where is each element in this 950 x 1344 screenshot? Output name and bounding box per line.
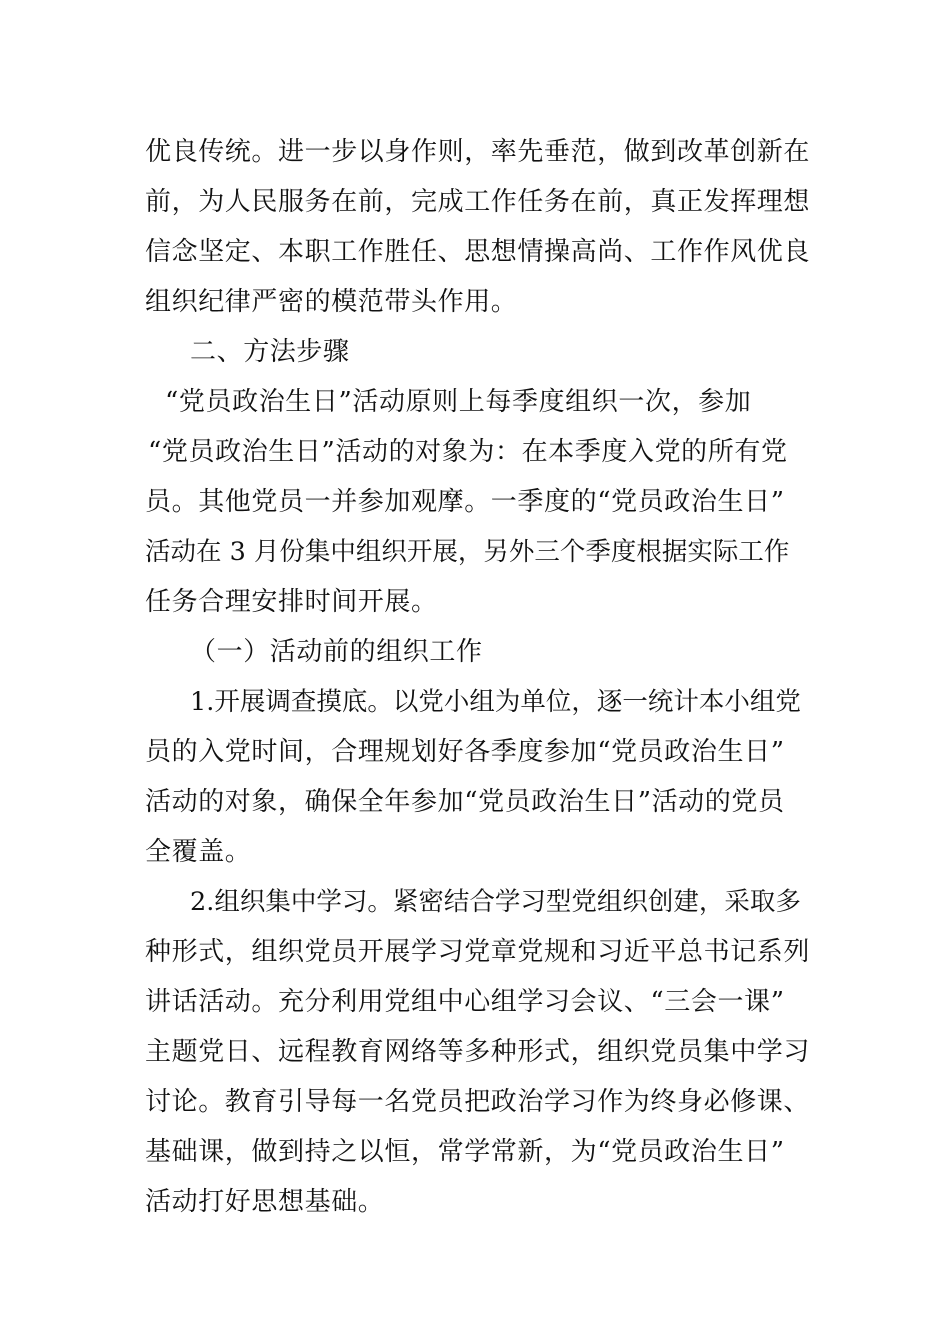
body-text-line: 种形式，组织党员开展学习党章党规和习近平总书记系列 xyxy=(145,937,811,967)
body-text-line: 优良传统。进一步以身作则，率先垂范，做到改革创新在 xyxy=(145,137,811,167)
subsection-heading: （一）活动前的组织工作 xyxy=(190,637,483,667)
body-text-line: 全覆盖。 xyxy=(145,837,252,867)
body-text-line: 组织纪律严密的模范带头作用。 xyxy=(145,287,518,317)
body-text-line: 2.组织集中学习。紧密结合学习型党组织创建，采取多 xyxy=(190,887,801,917)
body-text-line: 员。其他党员一并参加观摩。一季度的“党员政治生日” xyxy=(145,487,785,517)
body-text-line: 活动打好思想基础。 xyxy=(145,1187,385,1217)
body-text-line: 活动在 3 月份集中组织开展，另外三个季度根据实际工作 xyxy=(145,537,790,567)
body-text-line: 信念坚定、本职工作胜任、思想情操高尚、工作作风优良 xyxy=(145,237,811,267)
section-heading: 二、方法步骤 xyxy=(190,337,350,367)
body-text-line: 员的入党时间，合理规划好各季度参加“党员政治生日” xyxy=(145,737,785,767)
body-text-line: 活动的对象，确保全年参加“党员政治生日”活动的党员 xyxy=(145,787,785,817)
body-text-line: “党员政治生日”活动原则上每季度组织一次，参加 xyxy=(165,387,752,417)
body-text-line: 主题党日、远程教育网络等多种形式，组织党员集中学习 xyxy=(145,1037,811,1067)
body-text-line: 1.开展调查摸底。以党小组为单位，逐一统计本小组党 xyxy=(190,687,801,717)
body-text-line: 讨论。教育引导每一名党员把政治学习作为终身必修课、 xyxy=(145,1087,811,1117)
body-text-line: 前，为人民服务在前，完成工作任务在前，真正发挥理想 xyxy=(145,187,811,217)
body-text-line: “党员政治生日”活动的对象为：在本季度入党的所有党 xyxy=(148,437,788,467)
body-text-line: 任务合理安排时间开展。 xyxy=(145,587,438,617)
body-text-line: 基础课，做到持之以恒，常学常新，为“党员政治生日” xyxy=(145,1137,785,1167)
body-text-line: 讲话活动。充分利用党组中心组学习会议、“三会一课” xyxy=(145,987,785,1017)
